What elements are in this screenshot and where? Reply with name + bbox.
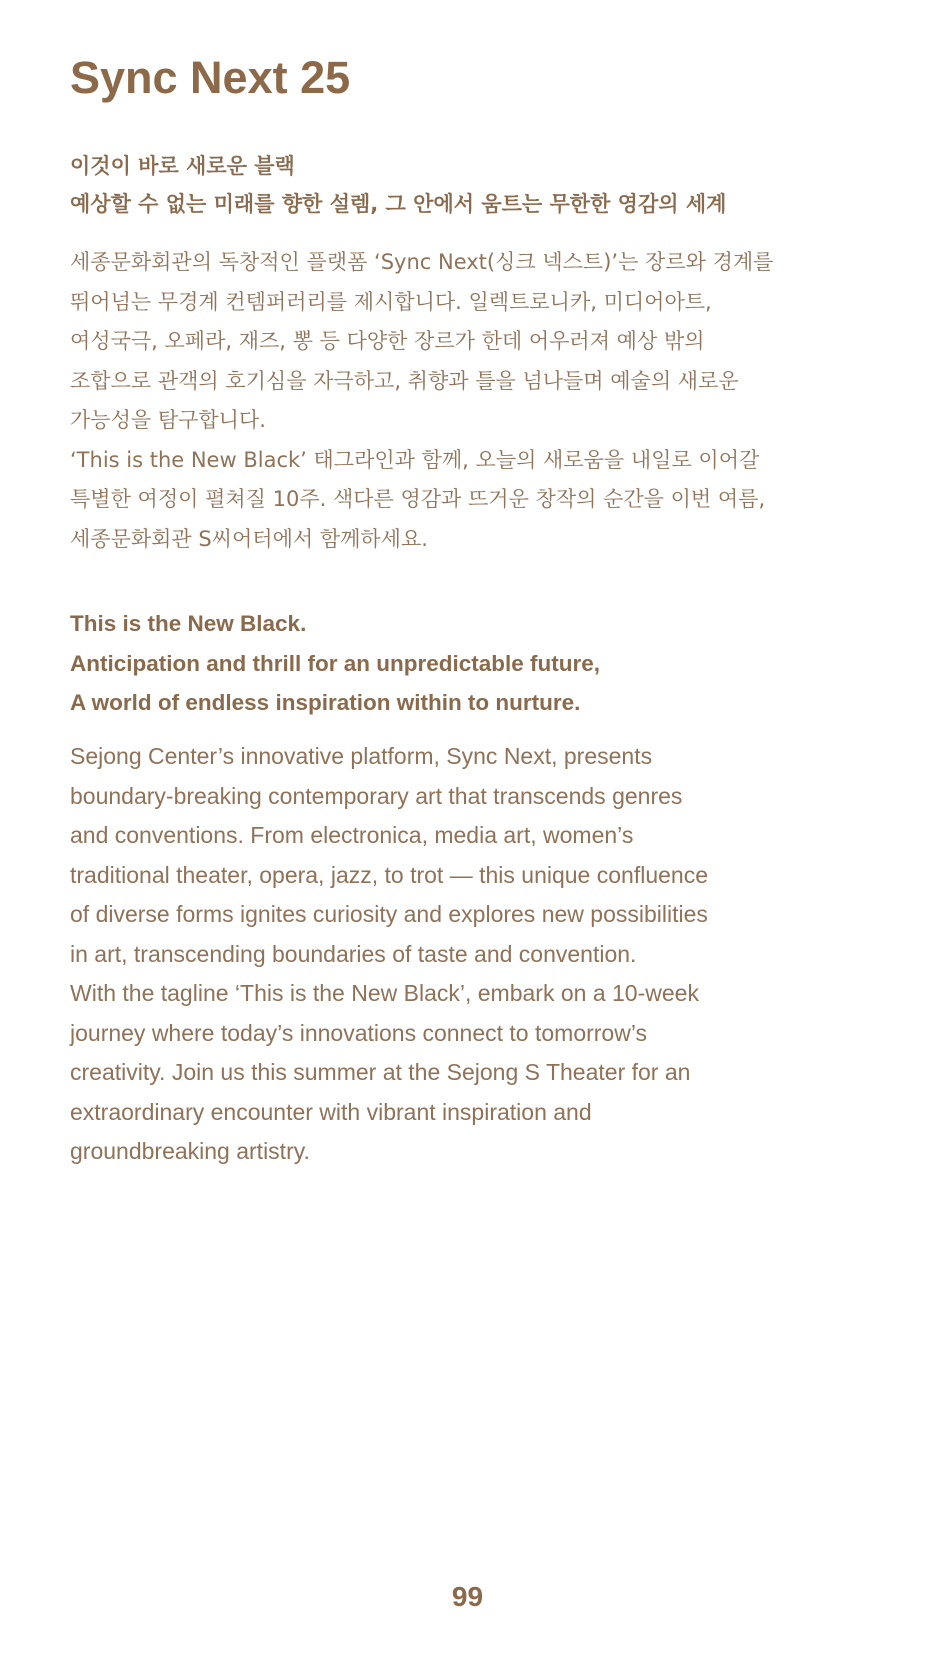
english-body-line: Sejong Center’s innovative platform, Sync Next, presents xyxy=(70,743,653,769)
korean-body-line: ‘This is the New Black’ 태그라인과 함께, 오늘의 새로움을 내일로 이어갈 xyxy=(70,447,760,472)
korean-headline-line: 이것이 바로 새로운 블랙 xyxy=(70,154,295,178)
english-body-line: in art, transcending boundaries of taste and convention. xyxy=(70,940,637,967)
page-title: Sync Next 25 xyxy=(70,52,351,103)
english-body-line: journey where today’s innovations connect to tomorrow’s xyxy=(70,1019,648,1046)
korean-headline-line: 예상할 수 없는 미래를 향한 설렘, 그 안에서 움트는 무한한 영감의 세계 xyxy=(70,192,727,216)
english-body-paragraph xyxy=(70,737,708,1172)
korean-body-line: 특별한 여정이 펼쳐질 10주. 색다른 영감과 뜨거운 창작의 순간을 이번 여름, xyxy=(70,487,766,511)
korean-body-paragraph xyxy=(70,243,773,559)
english-headline-line: A world of endless inspiration within to nurture. xyxy=(70,690,581,715)
english-body-line: With the tagline ‘This is the New Black’, embark on a 10-week xyxy=(70,980,699,1006)
english-body-line: boundary-breaking contemporary art that transcends genres xyxy=(70,782,683,809)
english-body-line: traditional theater, opera, jazz, to trot — this unique confluence xyxy=(70,861,708,888)
english-body-line: and conventions. From electronica, media art, women’s xyxy=(70,822,634,848)
korean-body-line: 가능성을 탐구합니다. xyxy=(70,408,266,432)
english-headline-line: This is the New Black. xyxy=(70,611,307,636)
page-number: 99 xyxy=(451,1581,484,1612)
english-headline-line: Anticipation and thrill for an unpredictable future, xyxy=(70,650,601,676)
korean-body-line: 뛰어넘는 무경계 컨템퍼러리를 제시합니다. 일렉트로니카, 미디어아트, xyxy=(70,289,712,314)
english-headline xyxy=(70,604,600,723)
korean-body-line: 세종문화회관의 독창적인 플랫폼 ‘Sync Next(싱크 넥스트)’는 장르와 경계를 xyxy=(70,250,774,274)
english-body-line: creativity. Join us this summer at the Sejong S Theater for an xyxy=(70,1059,691,1085)
korean-headline xyxy=(70,147,726,223)
english-body-line: of diverse forms ignites curiosity and explores new possibilities xyxy=(70,901,708,927)
english-body-line: groundbreaking artistry. xyxy=(70,1138,310,1164)
korean-body-line: 조합으로 관객의 호기심을 자극하고, 취향과 틀을 넘나들며 예술의 새로운 xyxy=(70,368,739,393)
korean-body-line: 여성국극, 오페라, 재즈, 뽕 등 다양한 장르가 한데 어우러져 예상 밖의 xyxy=(70,329,705,353)
korean-body-line: 세종문화회관 S씨어터에서 함께하세요. xyxy=(70,526,428,551)
english-body-line: extraordinary encounter with vibrant inspiration and xyxy=(70,1098,592,1125)
